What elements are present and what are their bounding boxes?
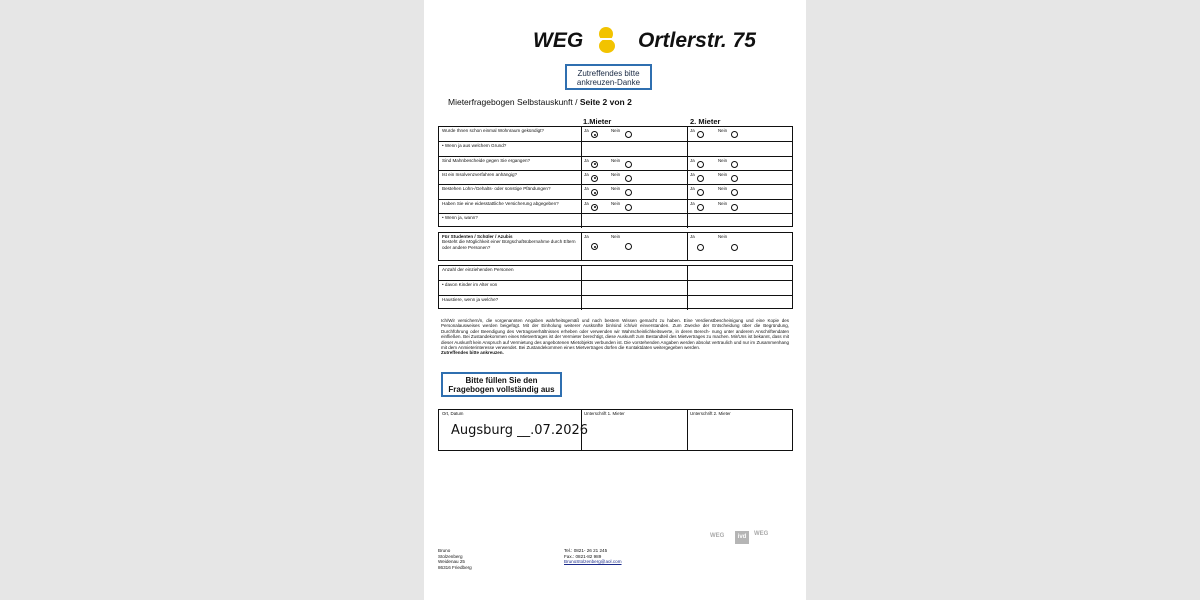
persons-question-text: Anzahl der einziehenden Personen	[442, 267, 514, 272]
logo-ivd: ivd	[735, 531, 749, 544]
radio-nein-m2[interactable]	[731, 204, 738, 211]
radio-nein-m2[interactable]	[731, 189, 738, 196]
footer-name-1: Bruno	[438, 548, 451, 553]
fill-out-line-1: Bitte füllen Sie den	[465, 376, 538, 385]
question-text: Haben Sie eine eidesstattliche Versicherung abgegeben?	[442, 200, 559, 206]
nein-label: Nein	[611, 128, 621, 133]
question-row	[439, 184, 792, 199]
ja-label: Ja	[690, 128, 695, 133]
nein-label: Nein	[718, 200, 728, 206]
question-text: • Wenn ja aus welchem Grund?	[442, 143, 507, 149]
radio-ja-m2[interactable]	[697, 204, 704, 211]
question-text: Sind Mahnbescheide gegen Sie ergangen?	[442, 157, 531, 163]
student-question-text: Besteht die Möglichkeit einer Bürgschaftsübernahme durch Eltern oder andere Personen?	[442, 239, 576, 250]
nein-label: Nein	[611, 234, 621, 239]
ja-label: Ja	[584, 234, 589, 239]
nein-label: Nein	[611, 157, 621, 163]
radio-nein-m1[interactable]	[625, 189, 632, 196]
signature-m1-label: Unterschrift 1. Mieter	[584, 411, 625, 416]
radio-nein-m1[interactable]	[625, 175, 632, 182]
radio-ja-m2[interactable]	[697, 189, 704, 196]
radio-ja-m1[interactable]	[591, 189, 598, 196]
radio-ja-m1[interactable]	[591, 243, 598, 250]
logo-weg-c: WEG	[754, 531, 769, 537]
note-line-1: Zutreffendes bitte	[577, 69, 640, 78]
persons-row	[439, 280, 792, 295]
ja-label: Ja	[584, 157, 589, 163]
logo-icon	[596, 26, 618, 54]
footer-address	[438, 548, 472, 570]
radio-ja-m2[interactable]	[697, 175, 704, 182]
radio-nein-m2[interactable]	[731, 131, 738, 138]
nein-label: Nein	[611, 171, 621, 177]
declaration-body: Ich/Wir versichern/n, die vorgenannten Angaben wahrheitsgemäß und nach bestem Wissen gemacht zu haben. Eine Verdienstbescheinigung und eine Kopie des Personalausweises werden beigefügt. Mit der Einholung weiterer Auskünfte bin/sind ich/wir einverstanden. Zum Zwecke der Entscheidung über die Begründung, Durchführung oder Beendigung des Vertragsverhältnisses erheben oder verwenden wir Wahrscheinlichkeitswerte, in deren Berech- nung unter anderem Anschriftendaten einfließen. Bei Zustandekommen eines Mietvertrages ist der Vermieter berechtigt, diese Auskunft zum Bestandteil des Mietvertrages zu machen. Mir/Uns ist bekannt, dass mit dieser Auskunft kein Anspruch auf Vermietung des angebotenen Mietobjekts verbunden ist. Die vorstehenden Angaben werden absolut vertraulich und nur im Zusammenhang mit dem Anmieterinteresse verwendet. Bei Zustandekommen eines Mietvertrages dürfen die Kontaktdaten weitergegeben werden.	[441, 318, 789, 351]
fill-out-notice	[441, 372, 562, 397]
header-right: Ortlerstr. 75	[638, 29, 756, 52]
radio-nein-m2[interactable]	[731, 161, 738, 168]
nein-label: Nein	[611, 200, 621, 206]
nein-label: Nein	[611, 186, 621, 192]
ja-label: Ja	[690, 157, 695, 163]
question-text: Bestehen Lohn-/Gehalts- oder sonstige Pfändungen?	[442, 186, 551, 192]
signature-field-m2[interactable]	[690, 420, 790, 450]
radio-nein-m2[interactable]	[731, 244, 738, 251]
ja-label: Ja	[690, 186, 695, 192]
declaration-text	[441, 318, 789, 356]
nein-label: Nein	[718, 171, 728, 177]
question-row	[439, 127, 792, 141]
question-row	[439, 141, 792, 156]
question-text: • Wenn ja, wann?	[442, 214, 478, 220]
nein-label: Nein	[718, 157, 728, 163]
ja-label: Ja	[690, 200, 695, 206]
radio-ja-m2[interactable]	[697, 161, 704, 168]
signature-m2-label: Unterschrift 2. Mieter	[690, 411, 731, 416]
ort-datum-value[interactable]: Augsburg __.07.2026	[451, 423, 589, 438]
nein-label: Nein	[718, 186, 728, 192]
ja-label: Ja	[690, 234, 695, 239]
question-row	[439, 156, 792, 171]
ja-label: Ja	[584, 128, 589, 133]
footer-name-2: Stolzenberg	[438, 553, 463, 559]
header-left: WEG	[533, 29, 584, 52]
questions-table-1	[438, 126, 793, 227]
radio-ja-m1[interactable]	[591, 131, 598, 138]
page-title	[448, 97, 632, 107]
radio-ja-m1[interactable]	[591, 175, 598, 182]
question-text: Wurde Ihnen schon einmal Wohnraum gekündigt?	[442, 128, 544, 133]
student-question	[442, 234, 576, 250]
persons-question-text: Haustiere, wenn ja welche?	[442, 296, 499, 302]
radio-ja-m2[interactable]	[697, 131, 704, 138]
radio-nein-m1[interactable]	[625, 161, 632, 168]
title-page: Seite 2 von 2	[579, 97, 632, 107]
persons-table	[438, 265, 793, 309]
radio-ja-m1[interactable]	[591, 161, 598, 168]
signature-field-m1[interactable]	[584, 420, 684, 450]
question-row	[439, 170, 792, 185]
footer-tel: Tel.: 0821- 26 21 245	[564, 548, 608, 553]
ja-label: Ja	[584, 171, 589, 177]
radio-nein-m2[interactable]	[731, 175, 738, 182]
signature-table	[438, 409, 793, 451]
student-heading: Für Studenten / Schüler / Azubis	[442, 234, 513, 239]
nein-label: Nein	[718, 128, 728, 133]
column-header-m2: 2. Mieter	[690, 117, 721, 126]
note-box	[565, 64, 652, 90]
association-logos	[708, 530, 778, 546]
declaration-bold: Zutreffendes bitte ankreuzen.	[441, 350, 504, 356]
fill-out-line-2: Fragebogen vollständig aus	[448, 385, 555, 394]
persons-question-text: • davon Kinder im Alter von	[442, 282, 498, 288]
question-row	[439, 199, 792, 214]
title-main: Mieterfragebogen Selbstauskunft /	[448, 97, 578, 107]
footer-fax: Fax.: 0821-82 989	[564, 553, 602, 559]
nein-label: Nein	[718, 234, 728, 239]
footer-city: 86316 Friedberg	[438, 564, 472, 570]
logo-weg-a: WEG	[710, 533, 725, 539]
ja-label: Ja	[690, 171, 695, 177]
question-row	[439, 213, 792, 228]
radio-ja-m1[interactable]	[591, 204, 598, 211]
persons-row	[439, 266, 792, 280]
radio-nein-m1[interactable]	[625, 131, 632, 138]
column-header-m1: 1.Mieter	[583, 117, 612, 126]
radio-ja-m2[interactable]	[697, 244, 704, 251]
ja-label: Ja	[584, 186, 589, 192]
radio-nein-m1[interactable]	[625, 243, 632, 250]
ja-label: Ja	[584, 200, 589, 206]
ort-datum-label: Ort, Datum	[442, 411, 464, 416]
student-table	[438, 232, 793, 261]
question-text: Ist ein Insolvenzverfahren anhängig?	[442, 171, 518, 177]
footer-contact	[564, 548, 622, 565]
radio-nein-m1[interactable]	[625, 204, 632, 211]
footer-street: Weidenau 25	[438, 559, 465, 565]
note-line-2: ankreuzen-Danke	[576, 78, 641, 87]
footer-email-link[interactable]: BrunoStolzenberg@aol.com	[564, 559, 622, 565]
document-page	[424, 0, 806, 600]
persons-row	[439, 295, 792, 310]
